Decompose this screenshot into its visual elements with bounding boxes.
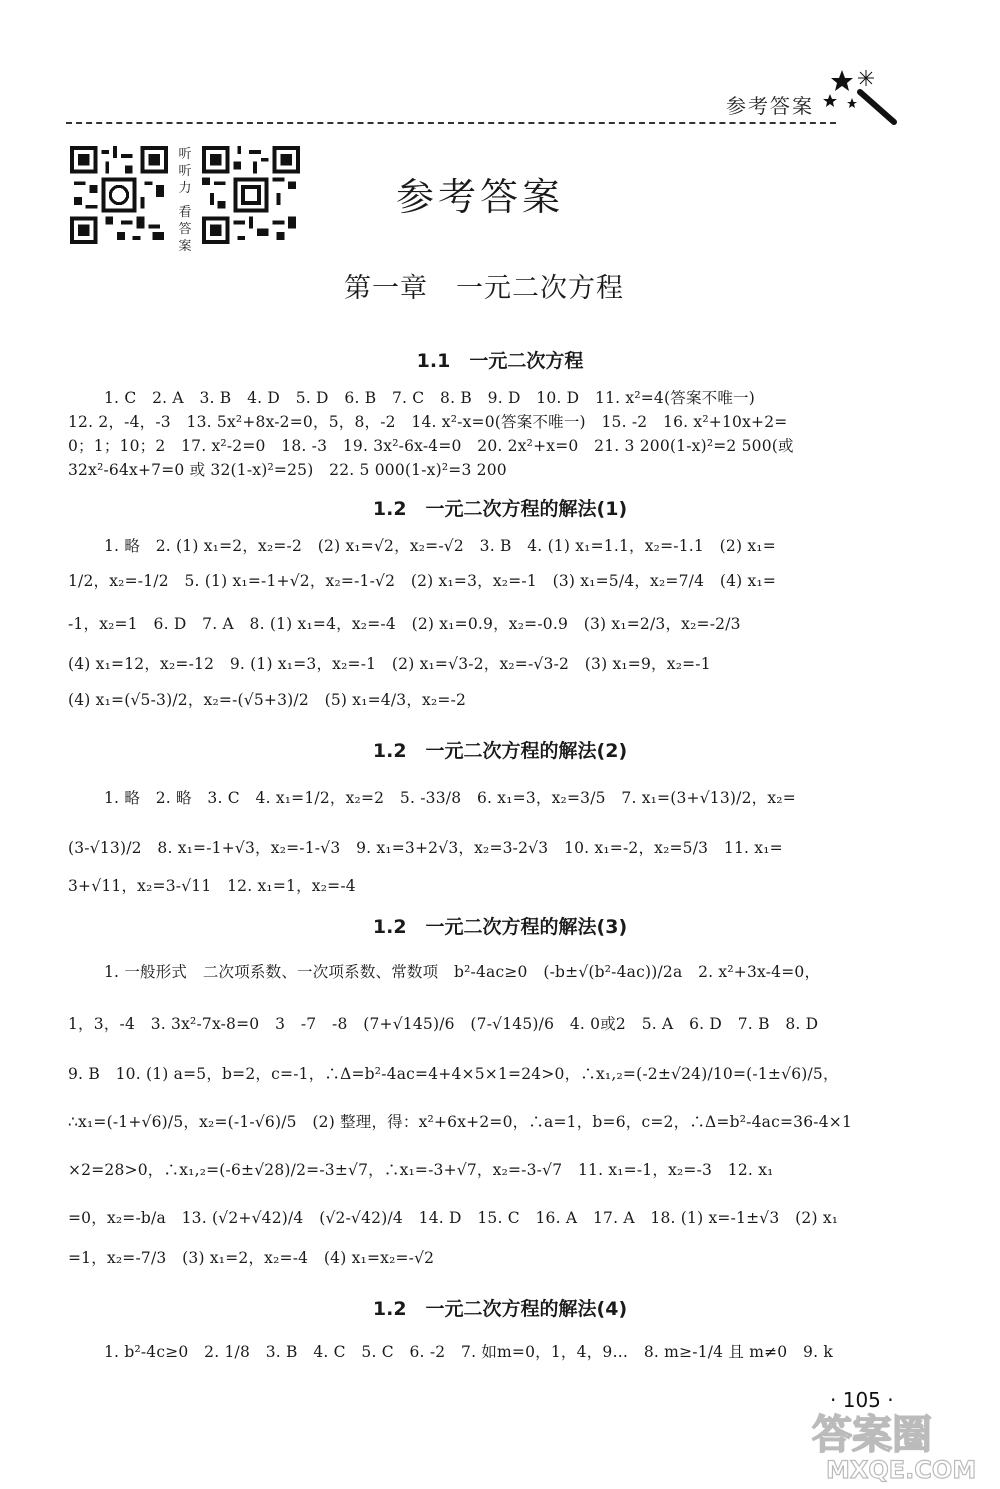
answer-line: 1，3，-4 3. 3x²-7x-8=0 3 -7 -8 (7+√145)/6 (7-√145)/6 4. 0或2 5. A 6. D 7. B 8. D (68, 1015, 819, 1033)
answer-line: (4) x₁=(√5-3)/2，x₂=-(√5+3)/2 (5) x₁=4/3，x₂=-2 (68, 691, 467, 709)
qr-caption-answers: 看答案 (178, 205, 192, 254)
answer-line: 1. b²-4c≥0 2. 1/8 3. B 4. C 5. C 6. -2 7. 如m=0，1，4，9… 8. m≥-1/4 且 m≠0 9. k (104, 1343, 833, 1361)
answer-line: 1. 一般形式 二次项系数、一次项系数、常数项 b²-4ac≥0 (-b±√(b²-4ac))/2a 2. x²+3x-4=0， (104, 963, 821, 981)
answer-line: =0，x₂=-b/a 13. (√2+√42)/4 (√2-√42)/4 14. D 15. C 16. A 17. A 18. (1) x=-1±√3 (2) x₁ (68, 1209, 839, 1227)
section-title: 1.2 一元二次方程的解法(1) (372, 498, 628, 520)
answer-line: -1，x₂=1 6. D 7. A 8. (1) x₁=4，x₂=-4 (2) x₁=0.9，x₂=-0.9 (3) x₁=2/3，x₂=-2/3 (68, 615, 741, 633)
answer-line: =1，x₂=-7/3 (3) x₁=2，x₂=-4 (4) x₁=x₂=-√2 (68, 1249, 435, 1267)
answer-line: 1/2，x₂=-1/2 5. (1) x₁=-1+√2，x₂=-1-√2 (2) x₁=3，x₂=-1 (3) x₁=5/4，x₂=7/4 (4) x₁= (68, 572, 777, 590)
answer-line: ∴x₁=(-1+√6)/5，x₂=(-1-√6)/5 (2) 整理，得：x²+6x+2=0，∴a=1，b=6，c=2，∴Δ=b²-4ac=36-4×1 (68, 1113, 853, 1131)
answer-line: 1. 略 2. 略 3. C 4. x₁=1/2，x₂=2 5. -33/8 6. x₁=3，x₂=3/5 7. x₁=(3+√13)/2，x₂= (104, 789, 796, 807)
section-title: 1.1 一元二次方程 (416, 350, 584, 372)
magic-wand-icon (822, 64, 902, 128)
page-title: 参考答案 (395, 175, 564, 219)
answer-line: 32x²-64x+7=0 或 32(1-x)²=25) 22. 5 000(1-x)²=3 200 (68, 461, 507, 479)
running-header: 参考答案 (726, 94, 814, 118)
answer-line: 1. C 2. A 3. B 4. D 5. D 6. B 7. C 8. B 9. D 10. D 11. x²=4(答案不唯一) (104, 389, 755, 407)
answer-line: (4) x₁=12，x₂=-12 9. (1) x₁=3，x₂=-1 (2) x₁=√3-2，x₂=-√3-2 (3) x₁=9，x₂=-1 (68, 655, 711, 673)
header-divider (66, 122, 836, 124)
page-number: · 105 · (830, 1388, 894, 1412)
answer-line: 1. 略 2. (1) x₁=2，x₂=-2 (2) x₁=√2，x₂=-√2 3. B 4. (1) x₁=1.1，x₂=-1.1 (2) x₁= (104, 537, 776, 555)
svg-text:MXQE.COM: MXQE.COM (826, 1456, 977, 1484)
answer-line: (3-√13)/2 8. x₁=-1+√3，x₂=-1-√3 9. x₁=3+2√3，x₂=3-2√3 10. x₁=-2，x₂=5/3 11. x₁= (68, 839, 783, 857)
section-title: 1.2 一元二次方程的解法(2) (372, 740, 628, 762)
answer-line: 9. B 10. (1) a=5，b=2，c=-1，∴Δ=b²-4ac=4+4×5×1=24>0，∴x₁,₂=(-2±√24)/10=(-1±√6)/5， (68, 1065, 839, 1083)
answer-line: ×2=28>0，∴x₁,₂=(-6±√28)/2=-3±√7，∴x₁=-3+√7，x₂=-3-√7 11. x₁=-1，x₂=-3 12. x₁ (68, 1161, 774, 1179)
answer-line: 0；1；10；2 17. x²-2=0 18. -3 19. 3x²-6x-4=0 20. 2x²+x=0 21. 3 200(1-x)²=2 500(或 (68, 437, 794, 455)
answer-line: 12. 2，-4，-3 13. 5x²+8x-2=0，5，8，-2 14. x²-x=0(答案不唯一) 15. -2 16. x²+10x+2= (68, 413, 788, 431)
answer-line: 3+√11，x₂=3-√11 12. x₁=1，x₂=-4 (68, 877, 356, 895)
qr-caption-listen: 听听力 (178, 147, 192, 196)
svg-text:答案圈: 答案圈 (812, 1412, 932, 1458)
section-title: 1.2 一元二次方程的解法(3) (372, 916, 628, 938)
watermark-logo (806, 1404, 994, 1484)
section-title: 1.2 一元二次方程的解法(4) (372, 1298, 628, 1320)
chapter-title: 第一章 一元二次方程 (344, 273, 624, 304)
